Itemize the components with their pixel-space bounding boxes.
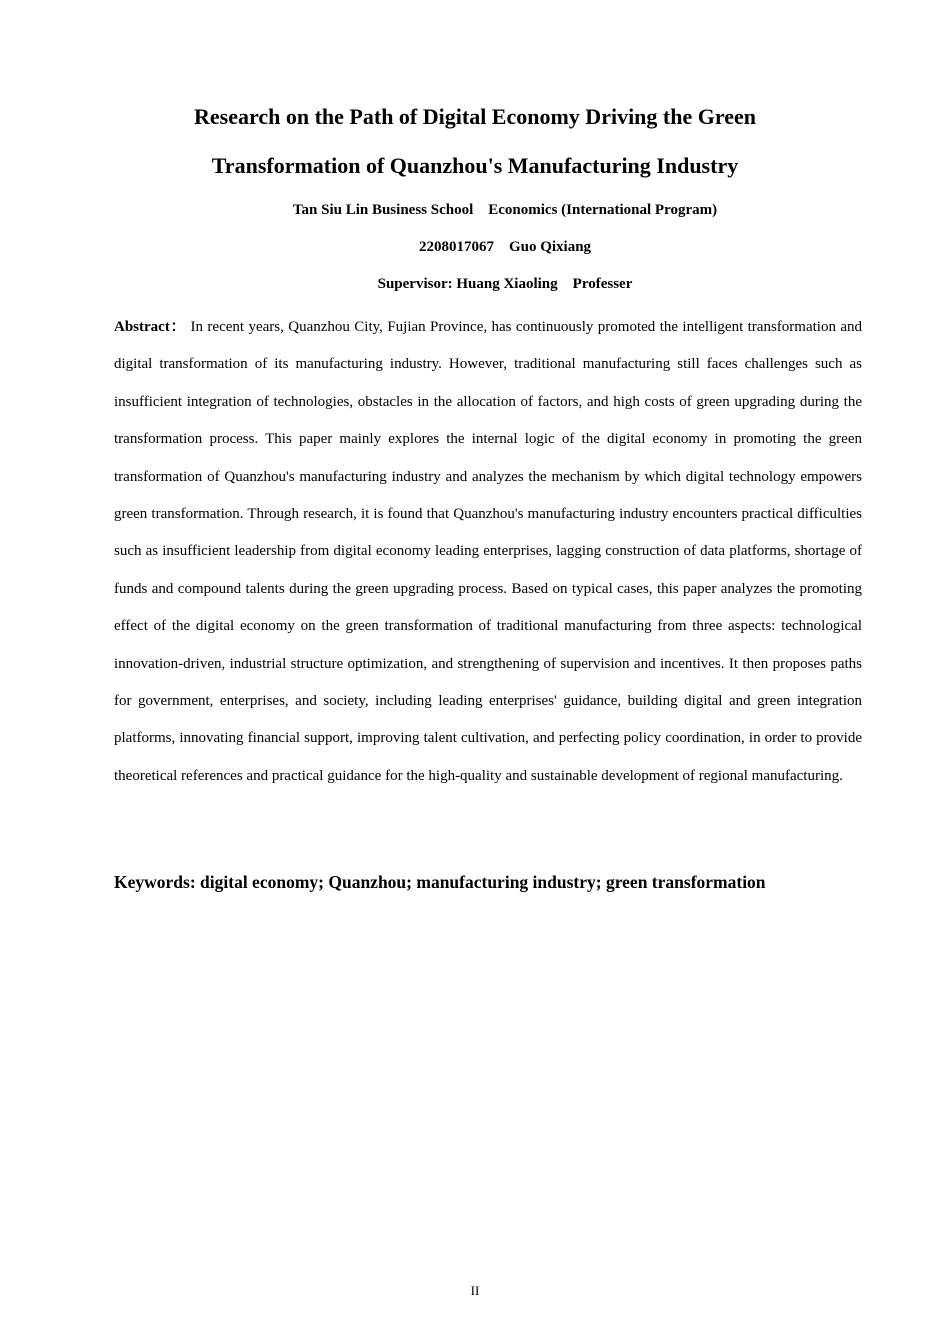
abstract-label: Abstract： xyxy=(114,319,187,335)
author-supervisor: Supervisor: Huang Xiaoling Professer xyxy=(377,276,633,292)
abstract-paragraph xyxy=(114,309,862,795)
keywords-line: Keywords: digital economy; Quanzhou; manufacturing industry; green transformation xyxy=(114,872,766,892)
paper-title-line-2: Transformation of Quanzhou's Manufacturing Industry xyxy=(211,153,739,178)
author-affiliation: Tan Siu Lin Business School Economics (International Program) xyxy=(292,202,718,218)
page-number: II xyxy=(470,1283,480,1298)
abstract-text: In recent years, Quanzhou City, Fujian Province, has continuously promoted the intelligent transformation and digital transformation of its manufacturing industry. However, traditional manufacturing still faces challenges such as insufficient integration of technologies, obstacles in the allocation of factors, and high costs of green upgrading during the transformation process. This paper mainly explores the internal logic of the digital economy in promoting the green transformation of Quanzhou's manufacturing industry and analyzes the mechanism by which digital technology empowers green transformation. Through research, it is found that Quanzhou's manufacturing industry encounters practical difficulties such as insufficient leadership from digital economy leading enterprises, lagging construction of data platforms, shortage of funds and compound talents during the green upgrading process. Based on typical cases, this paper analyzes the promoting effect of the digital economy on the green transformation of traditional manufacturing from three aspects: technological innovation-driven, industrial structure optimization, and strengthening of supervision and incentives. It then proposes paths for government, enterprises, and society, including leading enterprises' guidance, building digital and green integration platforms, innovating financial support, improving talent cultivation, and perfecting policy coordination, in order to provide theoretical references and practical guidance for the high-quality and sustainable development of regional manufacturing. xyxy=(114,319,863,784)
paper-title-line-1: Research on the Path of Digital Economy Driving the Green xyxy=(194,104,756,129)
author-student-id-name: 2208017067 Guo Qixiang xyxy=(418,239,592,255)
